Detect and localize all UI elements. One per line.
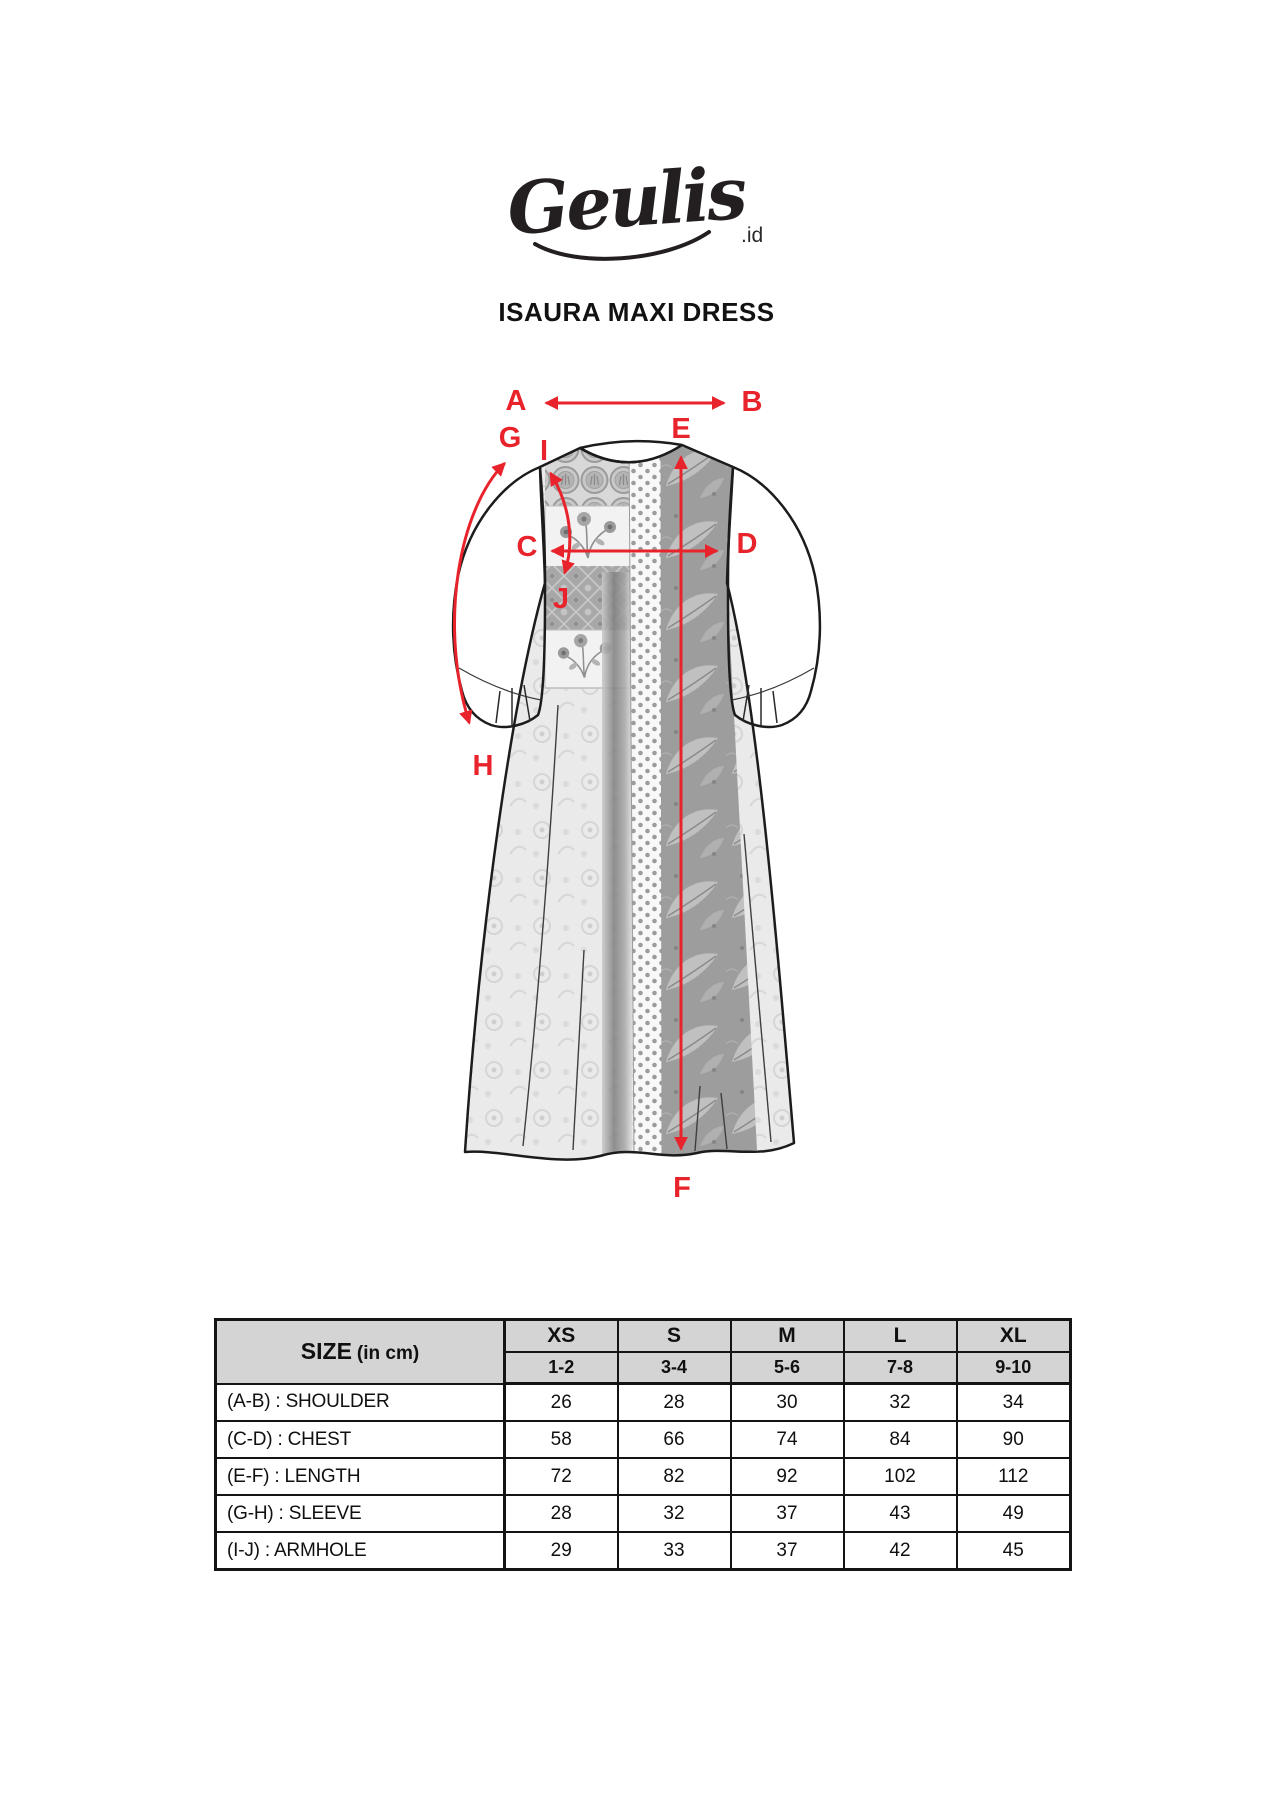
label-a: A [505,385,527,417]
measurement-value: 33 [618,1532,731,1570]
table-row-chest [216,1421,1071,1458]
size-table-corner [216,1320,505,1384]
measurement-value: 42 [844,1532,957,1570]
pattern-dotted-band [629,440,662,1157]
measurement-value: 32 [844,1384,957,1422]
label-d: D [736,528,758,560]
measurement-value: 28 [505,1495,618,1532]
measurement-value: 66 [618,1421,731,1458]
measurement-label: (C-D) : CHEST [216,1421,505,1458]
label-g: G [498,422,522,454]
measurement-value: 72 [505,1458,618,1495]
age-col-m: 5-6 [731,1352,844,1384]
measurement-value: 49 [957,1495,1071,1532]
size-header-row [216,1320,1071,1353]
label-c: C [516,531,538,563]
page-title: ISAURA MAXI DRESS [498,297,775,327]
measurement-value: 58 [505,1421,618,1458]
measurement-value: 43 [844,1495,957,1532]
label-e: E [671,413,691,445]
age-col-xl: 9-10 [957,1352,1071,1384]
age-col-l: 7-8 [844,1352,957,1384]
label-i: I [539,435,549,467]
label-j: J [552,583,570,615]
label-h: H [472,750,494,782]
measurement-value: 82 [618,1458,731,1495]
label-b: B [741,386,763,418]
measurement-value: 37 [731,1532,844,1570]
size-table [214,1318,1072,1571]
measurement-label: (A-B) : SHOULDER [216,1384,505,1422]
logo-text: Geulis [504,149,747,252]
measurement-label: (G-H) : SLEEVE [216,1495,505,1532]
arrow-sleeve-gh [455,464,504,722]
measurement-value: 45 [957,1532,1071,1570]
pattern-medallion-patch [545,444,630,508]
measurement-value: 92 [731,1458,844,1495]
age-col-s: 3-4 [618,1352,731,1384]
table-row-length [216,1458,1071,1495]
size-corner-unit: (in cm) [356,1343,420,1365]
measurement-value: 74 [731,1421,844,1458]
size-corner-label: SIZE [300,1338,352,1365]
age-col-xs: 1-2 [505,1352,618,1384]
size-col-l: L [844,1320,957,1353]
measurement-label: (I-J) : ARMHOLE [216,1532,505,1570]
table-row-shoulder [216,1384,1071,1422]
measurement-label: (E-F) : LENGTH [216,1458,505,1495]
measurement-value: 34 [957,1384,1071,1422]
logo-suffix: .id [740,224,763,247]
size-col-xl: XL [957,1320,1071,1353]
measurement-value: 112 [957,1458,1071,1495]
measurement-value: 32 [618,1495,731,1532]
label-f: F [673,1172,691,1204]
measurement-value: 90 [957,1421,1071,1458]
size-col-s: S [618,1320,731,1353]
table-row-armhole [216,1532,1071,1570]
measurement-value: 102 [844,1458,957,1495]
size-col-m: M [731,1320,844,1353]
size-col-xs: XS [505,1320,618,1353]
measurement-value: 37 [731,1495,844,1532]
pattern-stripe-band [602,572,632,1157]
measurement-value: 26 [505,1384,618,1422]
measurement-value: 30 [731,1384,844,1422]
back-neckline [580,441,682,448]
measurement-value: 84 [844,1421,957,1458]
measurement-value: 29 [505,1532,618,1570]
table-row-sleeve [216,1495,1071,1532]
measurement-value: 28 [618,1384,731,1422]
